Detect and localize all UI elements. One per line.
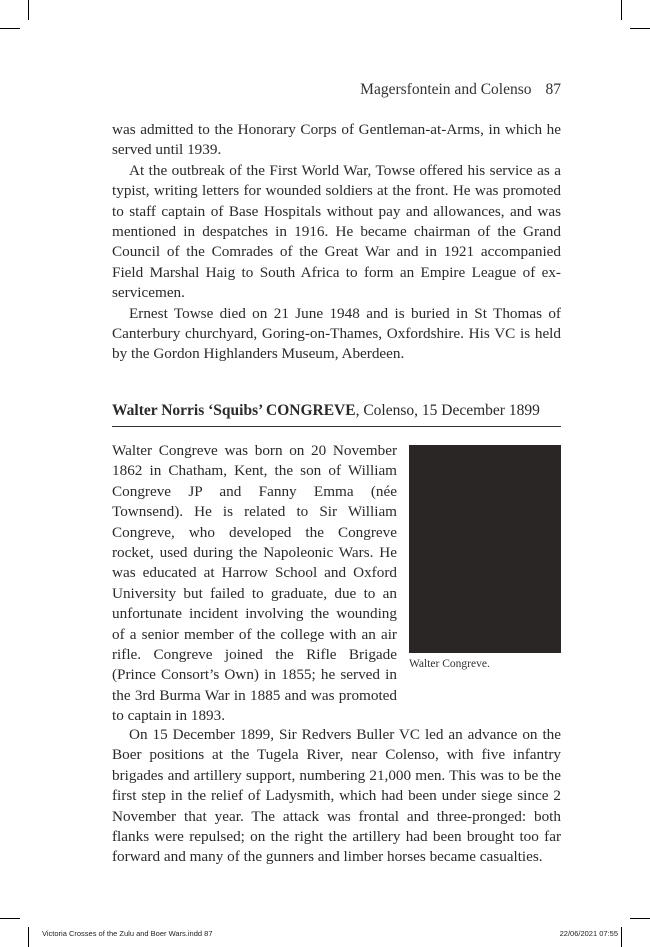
paragraph: was admitted to the Honorary Corps of Gentleman-at-Arms, in which he served until 1939. <box>112 121 561 159</box>
section-heading-detail: , Colenso, 15 December 1899 <box>355 402 540 419</box>
crop-mark <box>621 0 622 20</box>
slug-timestamp: 22/06/2021 07:55 <box>559 929 618 938</box>
portrait-photo <box>409 445 561 653</box>
paragraph: Walter Congreve was born on 20 November 1862 in Chatham, Kent, the son of William Congreve JP and Fanny Emma (née Townsend). He is related to Sir William Congreve, who developed the Congreve rocket, used during the Napoleonic Wars. He was educated at Harrow School and Oxford University but failed to graduate, due to an unfortunate incident involving the wounding of a senior member of the college with an air rifle. Congreve joined the Rifle Brigade (Prince Consort’s Own) in 1855; he served in the 3rd Burma War in 1885 and was promoted to captain in 1893. <box>112 442 397 725</box>
crop-mark <box>28 927 29 947</box>
photo-caption: Walter Congreve. <box>409 658 490 670</box>
paragraph: At the outbreak of the First World War, Towse offered his service as a typist, writing letters for wounded soldiers at the front. He was promoted to staff captain of Base Hospitals without pay and allowances, and was mentioned in despatches in 1916. He became chairman of the Grand Council of the Comrades of the Great War and in 1921 accompanied Field Marshal Haig to South Africa to form an Empire League of ex-servicemen. <box>112 161 561 302</box>
crop-mark <box>621 927 622 947</box>
slug-file: Victoria Crosses of the Zulu and Boer Wars.indd 87 <box>42 929 213 938</box>
running-head-title: Magersfontein and Colenso <box>360 81 532 98</box>
paragraph: On 15 December 1899, Sir Redvers Buller VC led an advance on the Boer positions at the Tugela River, near Colenso, with five infantry brigades and artillery support, numbering 21,000 men. This was to be the first step in the relief of Ladysmith, which had been under siege since 2 November that year. The attack was frontal and three-pronged: both flanks were repulsed; on the right the artillery had been brought too far forward and many of the gunners and limber horses became casualties. <box>112 726 561 866</box>
paragraph: Ernest Towse died on 21 June 1948 and is buried in St Thomas of Canterbury churchyard, Goring-on-Thames, Oxfordshire. His VC is held by the Gordon Highlanders Museum, Aberdeen. <box>112 304 561 363</box>
bottom-text-block <box>112 725 561 868</box>
running-head <box>112 80 561 100</box>
crop-mark <box>0 918 20 919</box>
section-heading-name: Walter Norris ‘Squibs’ CONGREVE <box>112 402 356 419</box>
crop-mark <box>630 28 650 29</box>
crop-mark <box>630 918 650 919</box>
top-text-block <box>112 120 561 365</box>
bio-text-block <box>112 441 397 727</box>
crop-mark <box>0 28 20 29</box>
section-heading <box>112 400 561 427</box>
crop-mark <box>28 0 29 20</box>
page-number: 87 <box>545 81 561 98</box>
